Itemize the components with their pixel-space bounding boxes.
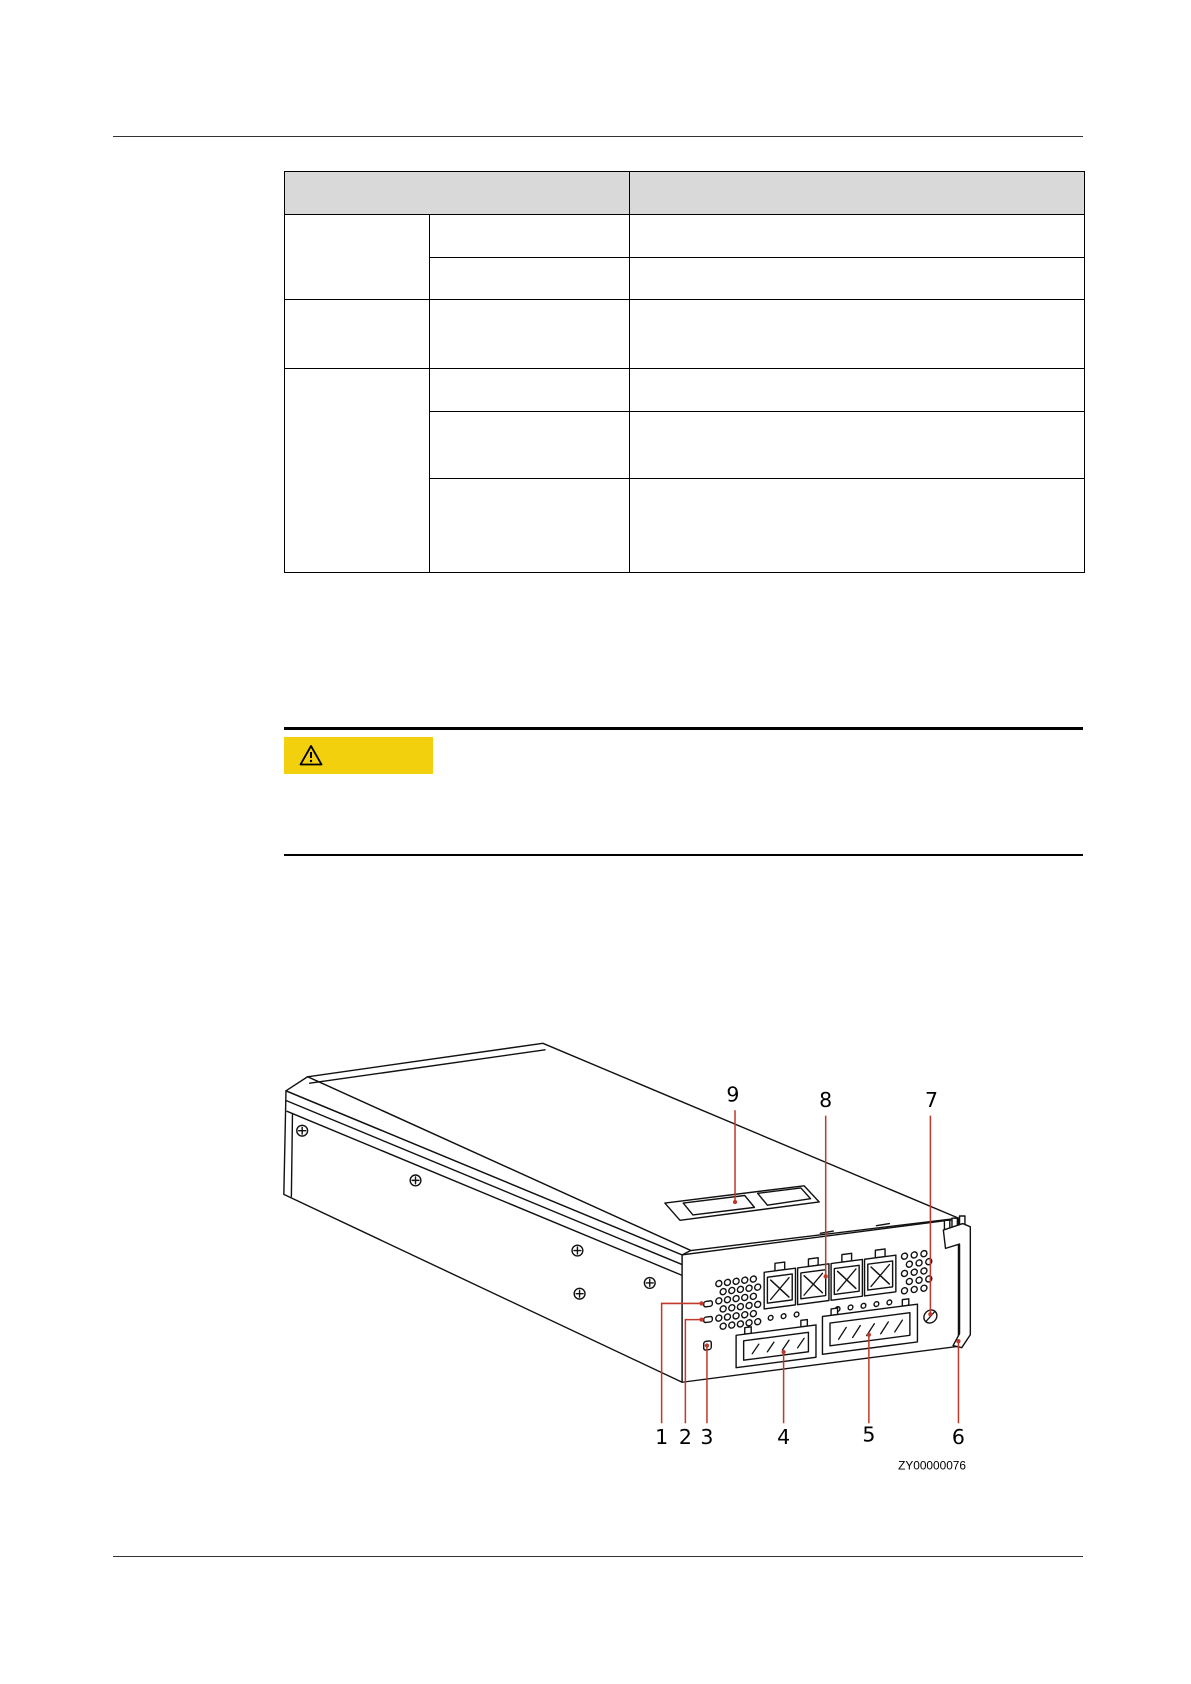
pin-hole xyxy=(768,1315,773,1320)
warning-exclamation-dot xyxy=(310,760,312,762)
pin-hole xyxy=(861,1303,866,1308)
header-rule xyxy=(113,136,1083,137)
table-cell xyxy=(430,479,630,573)
table-group-cell xyxy=(285,215,430,300)
vent-hole xyxy=(729,1322,735,1329)
callout-dot-9 xyxy=(733,1200,737,1204)
vent-hole xyxy=(901,1253,907,1260)
module-drawing xyxy=(284,1043,971,1382)
vent-hole xyxy=(716,1315,722,1322)
side-screw xyxy=(410,1175,421,1186)
vent-hole xyxy=(733,1295,739,1302)
table-cell xyxy=(430,258,630,300)
warning-triangle-icon xyxy=(299,744,323,766)
vent-hole xyxy=(737,1286,743,1293)
callout-label-8: 8 xyxy=(819,1087,833,1112)
table-cell xyxy=(430,412,630,479)
table-group-cell xyxy=(285,369,430,573)
vent-hole xyxy=(737,1303,743,1310)
table-row xyxy=(285,215,1085,258)
vent-hole xyxy=(755,1318,761,1325)
vent-hole xyxy=(750,1276,756,1283)
callout-dot-1 xyxy=(699,1301,703,1305)
vent-hole xyxy=(733,1278,739,1285)
side-screw xyxy=(297,1125,308,1136)
vent-hole xyxy=(746,1319,752,1326)
table-cell xyxy=(430,369,630,412)
table-header-cell xyxy=(285,172,630,215)
vent-hole xyxy=(755,1284,761,1291)
caution-banner xyxy=(284,737,433,774)
table-cell xyxy=(630,258,1085,300)
table-cell xyxy=(630,369,1085,412)
side-screw xyxy=(572,1245,583,1256)
callout-label-7: 7 xyxy=(924,1087,938,1112)
table-cell xyxy=(630,300,1085,369)
vent-hole xyxy=(750,1310,756,1317)
power-module-figure xyxy=(259,1026,993,1501)
spec-table xyxy=(284,171,1085,573)
caution-top-rule xyxy=(284,727,1083,730)
pin-hole xyxy=(781,1313,786,1318)
vent-hole xyxy=(911,1269,917,1276)
vent-hole xyxy=(921,1250,927,1257)
vent-hole xyxy=(906,1278,912,1285)
side-screw xyxy=(644,1278,655,1289)
vent-hole xyxy=(916,1260,922,1267)
vent-hole xyxy=(733,1312,739,1319)
vent-hole xyxy=(755,1301,761,1308)
callout-label-5: 5 xyxy=(862,1422,876,1447)
callout-dot-2 xyxy=(699,1317,703,1321)
callout-label-3: 3 xyxy=(700,1424,714,1449)
figure-id: ZY00000076 xyxy=(898,1458,967,1473)
table-cell xyxy=(630,479,1085,573)
vent-hole xyxy=(742,1277,748,1284)
side-screw xyxy=(574,1288,585,1299)
callout-dot-6 xyxy=(956,1339,960,1343)
vent-hole xyxy=(724,1279,730,1286)
table-row xyxy=(285,300,1085,369)
callout-label-4: 4 xyxy=(777,1424,791,1449)
pin-hole xyxy=(887,1300,892,1305)
vent-hole xyxy=(716,1297,722,1304)
table-header-cell xyxy=(630,172,1085,215)
vent-hole xyxy=(906,1261,912,1268)
table-group-cell xyxy=(285,300,430,369)
caution-bottom-rule xyxy=(284,854,1083,856)
vent-hole xyxy=(720,1323,726,1330)
table-cell xyxy=(630,215,1085,258)
vent-hole xyxy=(729,1287,735,1294)
footer-rule xyxy=(113,1556,1083,1557)
vent-hole xyxy=(742,1294,748,1301)
callout-dot-5 xyxy=(867,1333,871,1337)
vent-hole xyxy=(720,1305,726,1312)
vent-hole xyxy=(737,1321,743,1328)
vent-hole xyxy=(746,1302,752,1309)
vent-hole xyxy=(724,1296,730,1303)
callout-dot-7 xyxy=(928,1312,932,1316)
vent-hole xyxy=(720,1288,726,1295)
callout-dot-4 xyxy=(781,1350,785,1354)
vent-hole xyxy=(729,1304,735,1311)
led-indicator-1 xyxy=(704,1301,713,1308)
callout-label-9: 9 xyxy=(726,1082,740,1107)
pin-hole xyxy=(794,1312,799,1317)
pin-hole xyxy=(848,1305,853,1310)
table-cell xyxy=(430,215,630,258)
vent-hole xyxy=(750,1293,756,1300)
callout-label-1: 1 xyxy=(655,1424,669,1449)
vent-hole xyxy=(901,1287,907,1294)
vent-hole xyxy=(724,1314,730,1321)
vent-hole xyxy=(911,1252,917,1259)
table-cell xyxy=(430,300,630,369)
pin-hole xyxy=(874,1301,879,1306)
table-row xyxy=(285,369,1085,412)
vent-hole xyxy=(746,1285,752,1292)
callout-dot-3 xyxy=(705,1343,709,1347)
vent-hole xyxy=(716,1280,722,1287)
vent-hole xyxy=(921,1268,927,1275)
vent-hole xyxy=(916,1277,922,1284)
callout-label-6: 6 xyxy=(951,1424,965,1449)
vent-hole xyxy=(742,1311,748,1318)
vent-hole xyxy=(901,1270,907,1277)
table-cell xyxy=(630,412,1085,479)
vent-hole xyxy=(921,1285,927,1292)
vent-hole xyxy=(911,1286,917,1293)
table-header-row xyxy=(285,172,1085,215)
callout-label-2: 2 xyxy=(678,1424,692,1449)
led-indicator-2 xyxy=(704,1316,713,1323)
callout-dot-8 xyxy=(824,1274,828,1278)
